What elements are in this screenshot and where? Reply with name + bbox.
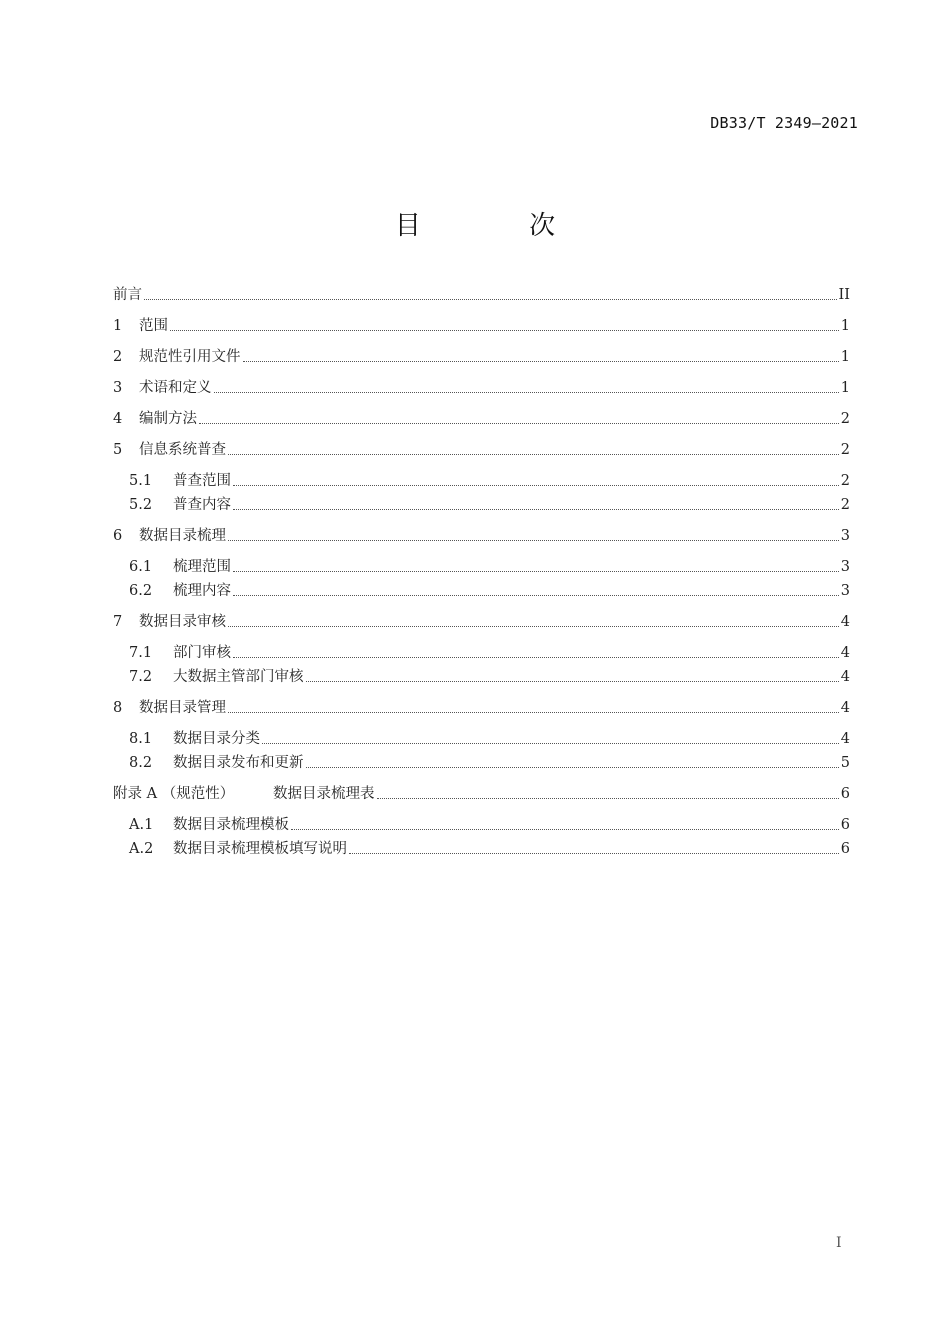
toc-leader-dots (199, 423, 839, 424)
toc-entry-page: 2 (840, 497, 850, 513)
toc-entry-page: 5 (840, 755, 850, 771)
toc-leader-dots (214, 392, 839, 393)
toc-leader-dots (349, 853, 839, 854)
toc-leader-dots (233, 485, 839, 486)
toc-entry-page: 4 (840, 700, 850, 716)
toc-entry-page: 2 (840, 442, 850, 458)
toc-entry-number: 8.2 (129, 755, 153, 771)
toc-entry-label: 范围 (139, 318, 168, 334)
toc-entry-label: 梳理范围 (173, 559, 231, 575)
document-code: DB33/T 2349—2021 (710, 114, 858, 132)
toc-entry-number: 7.2 (129, 669, 153, 685)
toc-entry-label: 数据目录梳理 (139, 528, 226, 544)
toc-entry-label: 部门审核 (173, 645, 231, 661)
toc-entry-page: 3 (840, 583, 850, 599)
toc-entry-page: 1 (840, 380, 850, 396)
toc-entry-label: 数据目录梳理表 (273, 786, 375, 802)
toc-entry-number: 5 (113, 442, 123, 458)
toc-entry-6-2[interactable] (113, 581, 850, 601)
toc-entry-page: 2 (840, 473, 850, 489)
toc-entry-page: 3 (840, 559, 850, 575)
toc-entry-page: 6 (840, 786, 850, 802)
toc-entry-label: 梳理内容 (173, 583, 231, 599)
toc-entry-a-1[interactable] (113, 815, 850, 835)
toc-leader-dots (291, 829, 839, 830)
toc-entry-page: 2 (840, 411, 850, 427)
toc-entry-number: A.1 (129, 817, 154, 833)
toc-leader-dots (144, 299, 837, 300)
toc-entry-label: 数据目录梳理模板 (173, 817, 289, 833)
toc-entry-number: 附录 A （规范性） (113, 786, 235, 802)
toc-entry-page: 4 (840, 669, 850, 685)
toc-entry-number: 6.2 (129, 583, 153, 599)
toc-leader-dots (228, 454, 839, 455)
toc-entry-8[interactable] (113, 698, 850, 718)
toc-entry-number: 8 (113, 700, 123, 716)
toc-leader-dots (233, 657, 839, 658)
toc-entry-label: 数据目录梳理模板填写说明 (173, 841, 347, 857)
toc-entry-number: 1 (113, 318, 123, 334)
toc-entry-5-1[interactable] (113, 471, 850, 491)
toc-entry-label: 数据目录管理 (139, 700, 226, 716)
toc-entry-4[interactable] (113, 409, 850, 429)
toc-leader-dots (377, 798, 839, 799)
toc-entry-label: 编制方法 (139, 411, 197, 427)
toc-entry-label: 规范性引用文件 (139, 349, 241, 365)
toc-leader-dots (170, 330, 839, 331)
toc-leader-dots (233, 571, 839, 572)
toc-entry-label: 大数据主管部门审核 (173, 669, 304, 685)
toc-entry-8-1[interactable] (113, 729, 850, 749)
toc-entry-6-1[interactable] (113, 557, 850, 577)
toc-leader-dots (306, 681, 839, 682)
toc-entry-8-2[interactable] (113, 753, 850, 773)
toc-leader-dots (228, 540, 839, 541)
toc-entry-7-2[interactable] (113, 667, 850, 687)
toc-entry-page: 6 (840, 841, 850, 857)
toc-entry-label: 前言 (113, 287, 142, 303)
toc-entry-label: 术语和定义 (139, 380, 212, 396)
toc-entry-number: 7 (113, 614, 123, 630)
toc-entry-foreword[interactable] (113, 285, 850, 305)
toc-entry-label: 数据目录发布和更新 (173, 755, 304, 771)
toc-entry-page: 1 (840, 318, 850, 334)
toc-entry-7-1[interactable] (113, 643, 850, 663)
toc-leader-dots (228, 626, 839, 627)
toc-entry-page: 4 (840, 614, 850, 630)
toc-list (113, 285, 850, 859)
toc-entry-a-2[interactable] (113, 839, 850, 859)
toc-entry-label: 普查内容 (173, 497, 231, 513)
toc-title: 目 次 (394, 211, 606, 241)
toc-entry-label: 信息系统普查 (139, 442, 226, 458)
toc-entry-number: 6 (113, 528, 123, 544)
toc-entry-1[interactable] (113, 316, 850, 336)
toc-entry-number: 2 (113, 349, 123, 365)
toc-leader-dots (243, 361, 839, 362)
toc-entry-7[interactable] (113, 612, 850, 632)
toc-entry-page: 6 (840, 817, 850, 833)
toc-entry-page: 3 (840, 528, 850, 544)
toc-entry-number: 5.1 (129, 473, 153, 489)
toc-entry-2[interactable] (113, 347, 850, 367)
toc-leader-dots (306, 767, 839, 768)
toc-leader-dots (233, 595, 839, 596)
toc-entry-page: 4 (840, 731, 850, 747)
toc-entry-page: 4 (840, 645, 850, 661)
toc-entry-number: 7.1 (129, 645, 153, 661)
toc-entry-page: 1 (840, 349, 850, 365)
toc-entry-number: 6.1 (129, 559, 153, 575)
toc-entry-page: II (838, 287, 850, 303)
toc-entry-number: 3 (113, 380, 123, 396)
toc-entry-label: 数据目录审核 (139, 614, 226, 630)
toc-entry-number: 8.1 (129, 731, 153, 747)
toc-entry-number: 5.2 (129, 497, 153, 513)
toc-entry-3[interactable] (113, 378, 850, 398)
toc-entry-label: 数据目录分类 (173, 731, 260, 747)
toc-entry-number: 4 (113, 411, 123, 427)
toc-entry-number: A.2 (129, 841, 154, 857)
toc-leader-dots (262, 743, 839, 744)
toc-leader-dots (233, 509, 839, 510)
toc-entry-5[interactable] (113, 440, 850, 460)
toc-entry-label: 普查范围 (173, 473, 231, 489)
page-number: I (836, 1235, 842, 1251)
toc-entry-5-2[interactable] (113, 495, 850, 515)
toc-leader-dots (228, 712, 839, 713)
toc-entry-annex-a[interactable] (113, 784, 850, 804)
toc-entry-6[interactable] (113, 526, 850, 546)
